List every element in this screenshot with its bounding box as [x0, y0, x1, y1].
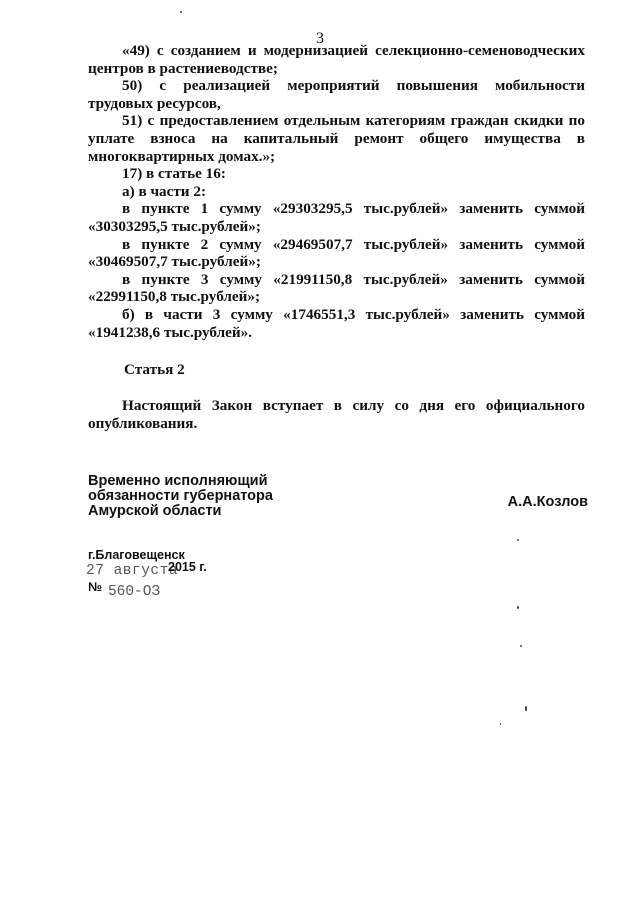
paragraph-51: 51) с предоставлением отдельным категориям граждан скидки по уплате взноса на капитальный ремонт общего имущества в многоквартирных домах.»; [88, 112, 585, 165]
amendments-body [88, 42, 585, 341]
signer-title-line-1: Временно исполняющий [88, 473, 268, 489]
scan-speck [517, 606, 519, 609]
article-2-heading: Статья 2 [124, 361, 185, 378]
paragraph-item-3: в пункте 3 сумму «21991150,8 тыс.рублей» заменить суммой «22991150,8 тыс.рублей»; [88, 270, 585, 306]
number-sign: № [88, 580, 102, 594]
scan-speck [500, 723, 501, 725]
law-number: 560-ОЗ [107, 584, 161, 600]
paragraph-49: «49) с созданием и модернизацией селекционно-семеноводческих центров в растениеводстве; [88, 42, 585, 77]
article-2-text: Настоящий Закон вступает в силу со дня его официального опубликования. [88, 397, 585, 432]
scan-speck [180, 11, 182, 13]
article-2-body [88, 397, 585, 432]
city: г.Благовещенск [88, 548, 185, 562]
date-stamp: 27 августа [86, 563, 179, 579]
scan-speck [525, 706, 527, 711]
date-year: 2015 г. [168, 560, 207, 574]
scan-speck [520, 645, 522, 647]
paragraph-item-1: в пункте 1 сумму «29303295,5 тыс.рублей» заменить суммой «30303295,5 тыс.рублей»; [88, 200, 585, 235]
signer-title-line-2: обязанности губернатора [88, 488, 273, 504]
date-line [86, 560, 207, 579]
law-number-line [88, 580, 160, 598]
paragraph-50: 50) с реализацией мероприятий повышения мобильности трудовых ресурсов, [88, 77, 585, 112]
paragraph-item-2: в пункте 2 сумму «29469507,7 тыс.рублей» заменить суммой «30469507,7 тыс.рублей»; [88, 235, 585, 271]
page-number: 3 [316, 30, 324, 47]
signer-name: А.А.Козлов [507, 494, 588, 510]
signer-title [88, 474, 273, 519]
paragraph-b: б) в части 3 сумму «1746551,3 тыс.рублей» заменить суммой «1941238,6 тыс.рублей». [88, 305, 585, 341]
paragraph-17: 17) в статье 16: [122, 165, 226, 183]
signer-title-line-3: Амурской области [88, 503, 222, 519]
paragraph-a: а) в части 2: [122, 182, 207, 200]
scan-speck [517, 539, 519, 541]
